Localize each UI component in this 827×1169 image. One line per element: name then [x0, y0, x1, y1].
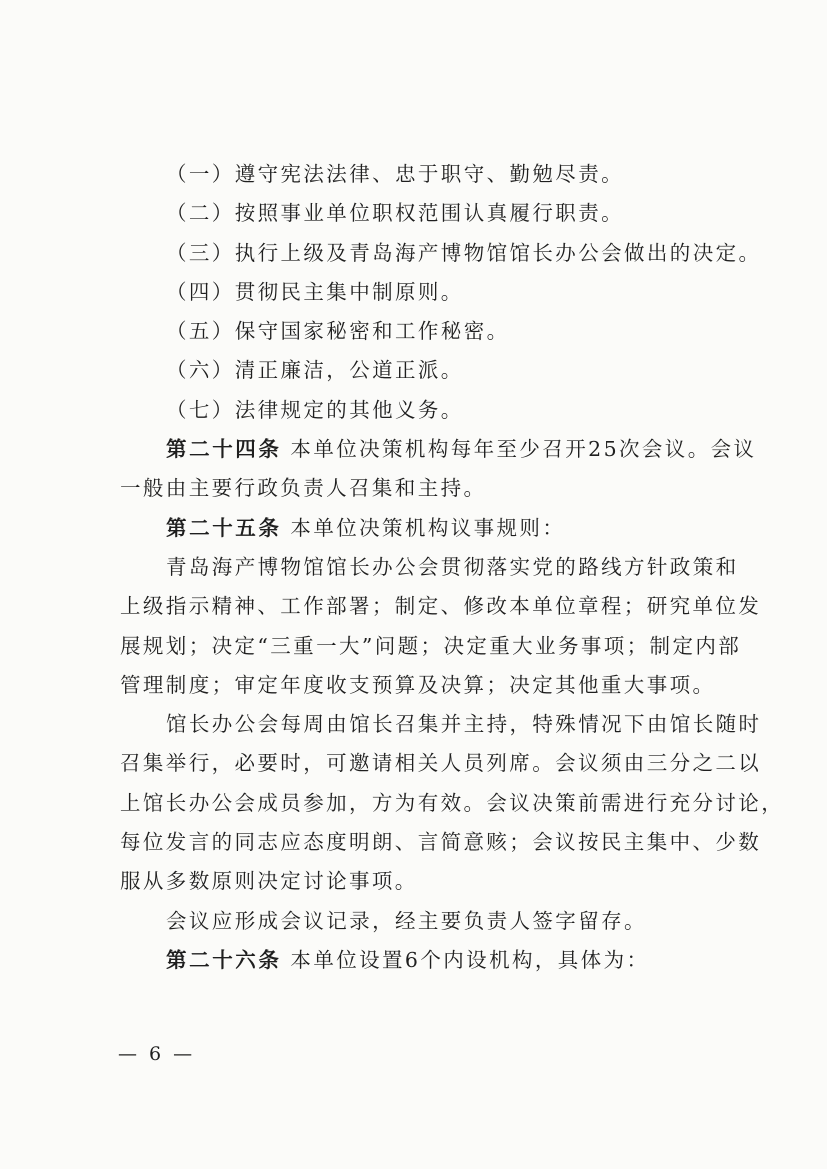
- list-item-7: （七）法律规定的其他义务。: [166, 397, 464, 422]
- para1-line-4: 管理制度；审定年度收支预算及决算；决定其他重大事项。: [120, 672, 716, 697]
- document-body: [120, 155, 785, 980]
- para1-line-2: 上级指示精神、工作部署；制定、修改本单位章程；研究单位发: [120, 594, 762, 619]
- article-26-heading: 第二十六条: [166, 947, 282, 972]
- para2-line-2: 召集举行，必要时，可邀请相关人员列席。会议须由三分之二以: [120, 751, 762, 776]
- para2-line-3: 上馆长办公会成员参加，方为有效。会议决策前需进行充分讨论，: [120, 790, 785, 815]
- list-item-5: （五）保守国家秘密和工作秘密。: [166, 319, 510, 344]
- article-26: [120, 941, 720, 980]
- para3-line-1: 会议应形成会议记录，经主要负责人签字留存。: [166, 908, 647, 933]
- meeting-rules-paragraph: [120, 705, 785, 901]
- list-item-6: （六）清正廉洁，公道正派。: [166, 358, 464, 383]
- article-25-text: 本单位决策机构议事规则：: [290, 515, 566, 540]
- decision-scope-paragraph: [120, 548, 762, 705]
- para2-line-5: 服从多数原则决定讨论事项。: [120, 869, 418, 894]
- para2-line-4: 每位发言的同志应态度明朗、言简意赅；会议按民主集中、少数: [120, 830, 762, 855]
- article-26-line: [120, 941, 720, 980]
- article-25-line: [120, 509, 720, 548]
- para2-line-1: 馆长办公会每周由馆长召集并主持，特殊情况下由馆长随时: [166, 712, 762, 737]
- article-25: [120, 509, 720, 548]
- list-item-3: （三）执行上级及青岛海产博物馆馆长办公会做出的决定。: [166, 240, 762, 265]
- article-24-line-2: 一般由主要行政负责人召集和主持。: [120, 476, 487, 501]
- article-26-text: 本单位设置6个内设机构，具体为：: [290, 947, 650, 972]
- article-25-heading: 第二十五条: [166, 515, 282, 540]
- list-item-1: （一）遵守宪法法律、忠于职守、勤勉尽责。: [166, 162, 624, 186]
- article-24-line-1: [120, 430, 757, 469]
- page-number: — 6 —: [118, 1043, 196, 1065]
- para1-line-3: 展规划；决定“三重一大”问题；决定重大业务事项；制定内部: [120, 633, 742, 658]
- article-24: [120, 430, 757, 509]
- para1-line-1: 青岛海产博物馆馆长办公会贯彻落实党的路线方针政策和: [166, 554, 739, 579]
- article-24-text-1: 本单位决策机构每年至少召开25次会议。会议: [290, 437, 757, 462]
- article-24-heading: 第二十四条: [166, 437, 282, 462]
- list-item-4: （四）贯彻民主集中制原则。: [166, 279, 464, 304]
- meeting-record-paragraph: [120, 902, 720, 941]
- list-item-2: （二）按照事业单位职权范围认真履行职责。: [166, 201, 624, 226]
